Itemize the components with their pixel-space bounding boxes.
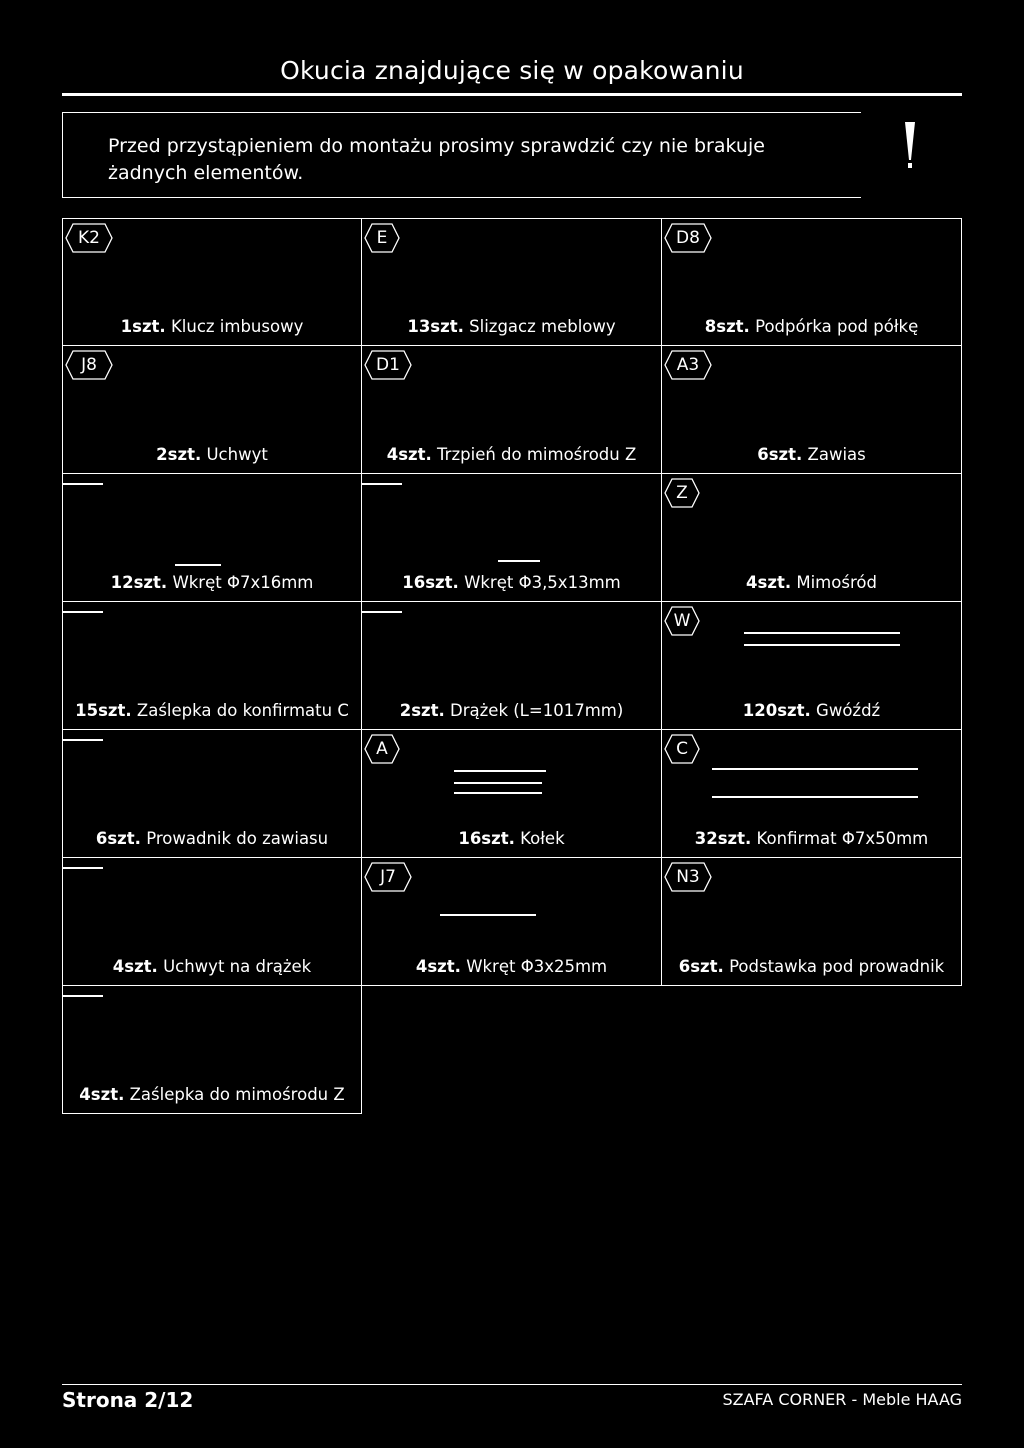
part-name: Zaślepka do konfirmatu C [136, 701, 349, 720]
part-name: Klucz imbusowy [170, 317, 304, 336]
part-cell [362, 730, 662, 858]
part-code: J7 [380, 867, 396, 887]
part-name: Slizgacz meblowy [469, 317, 616, 336]
part-label [662, 957, 961, 976]
part-code: K2 [78, 228, 100, 248]
part-code: W [673, 611, 691, 631]
part-code-badge [364, 350, 412, 380]
part-sketch-line [744, 644, 900, 646]
corner-mark [63, 986, 107, 992]
part-cell [362, 474, 662, 602]
part-sketch-line [498, 560, 540, 562]
part-label [362, 829, 661, 848]
part-cell [662, 858, 962, 986]
part-label [362, 445, 661, 464]
part-quantity: 12szt. [110, 573, 168, 592]
part-quantity: 120szt. [742, 701, 811, 720]
part-name: Uchwyt [206, 445, 268, 464]
part-code: J8 [81, 355, 97, 375]
part-code-badge [65, 223, 113, 253]
footer-divider [62, 1384, 962, 1385]
title-divider [62, 93, 962, 96]
part-cell [662, 730, 962, 858]
part-cell [362, 602, 662, 730]
part-code-badge [664, 606, 700, 636]
corner-mark [63, 858, 107, 864]
part-code: Z [676, 483, 688, 503]
part-cell [362, 858, 662, 986]
part-label [63, 829, 361, 848]
corner-mark [362, 474, 406, 480]
part-quantity: 8szt. [704, 317, 750, 336]
part-quantity: 16szt. [458, 829, 515, 848]
part-quantity: 6szt. [678, 957, 724, 976]
part-cell [662, 346, 962, 474]
part-quantity: 16szt. [402, 573, 459, 592]
part-name: Konfirmat Φ7x50mm [756, 829, 929, 848]
part-quantity: 4szt. [386, 445, 432, 464]
part-name: Wkręt Φ3,5x13mm [464, 573, 621, 592]
part-label [362, 701, 661, 720]
part-name: Wkręt Φ3x25mm [466, 957, 608, 976]
part-sketch-line [712, 768, 918, 770]
part-cell [62, 218, 362, 346]
part-label [63, 573, 361, 592]
part-sketch-line [454, 782, 542, 784]
part-name: Uchwyt na drążek [163, 957, 312, 976]
part-sketch-line [744, 632, 900, 634]
part-code: D8 [676, 228, 700, 248]
part-code: C [676, 739, 688, 759]
product-name: SZAFA CORNER - Meble HAAG [722, 1390, 962, 1409]
part-name: Wkręt Φ7x16mm [172, 573, 314, 592]
corner-mark [362, 602, 406, 608]
part-name: Podstawka pod prowadnik [729, 957, 945, 976]
part-code-badge [664, 223, 712, 253]
part-quantity: 32szt. [694, 829, 752, 848]
part-code: N3 [676, 867, 700, 887]
part-label [362, 573, 661, 592]
corner-mark [63, 602, 107, 608]
part-sketch-line [454, 792, 542, 794]
part-code-badge [364, 223, 400, 253]
part-name: Drążek (L=1017mm) [450, 701, 624, 720]
part-label [63, 701, 361, 720]
part-cell [62, 730, 362, 858]
part-label [63, 317, 361, 336]
part-code: D1 [376, 355, 400, 375]
part-label [63, 1085, 361, 1104]
part-quantity: 4szt. [79, 1085, 125, 1104]
part-name: Trzpień do mimośrodu Z [437, 445, 637, 464]
page-title: Okucia znajdujące się w opakowaniu [280, 56, 744, 85]
part-quantity: 13szt. [407, 317, 464, 336]
part-sketch-line [175, 564, 221, 566]
notice-text: Przed przystąpieniem do montażu prosimy sprawdzić czy nie brakuje żadnych elementów. [108, 135, 765, 184]
part-quantity: 6szt. [95, 829, 141, 848]
part-cell [662, 218, 962, 346]
part-cell [62, 858, 362, 986]
part-cell [62, 474, 362, 602]
part-name: Zaślepka do mimośrodu Z [129, 1085, 345, 1104]
part-code: A [376, 739, 388, 759]
part-quantity: 2szt. [399, 701, 445, 720]
part-name: Kołek [520, 829, 565, 848]
part-quantity: 4szt. [415, 957, 461, 976]
part-cell [62, 986, 362, 1114]
part-code-badge [664, 350, 712, 380]
part-label [63, 445, 361, 464]
part-name: Podpórka pod półkę [755, 317, 919, 336]
part-sketch-line [454, 770, 546, 772]
part-cell [62, 602, 362, 730]
part-cell [662, 602, 962, 730]
part-label [362, 317, 661, 336]
part-name: Zawias [807, 445, 866, 464]
part-cell [662, 474, 962, 602]
part-name: Mimośród [796, 573, 877, 592]
part-cell [362, 346, 662, 474]
part-label [662, 317, 961, 336]
part-code-badge [664, 862, 712, 892]
part-label [362, 957, 661, 976]
part-sketch-line [440, 914, 536, 916]
part-quantity: 2szt. [156, 445, 202, 464]
part-cell [62, 346, 362, 474]
part-code: A3 [676, 355, 700, 375]
part-label [662, 829, 961, 848]
part-quantity: 4szt. [746, 573, 792, 592]
exclamation-icon [902, 122, 918, 170]
part-sketch-line [712, 796, 918, 798]
part-quantity: 15szt. [75, 701, 132, 720]
part-label [63, 957, 361, 976]
corner-mark [63, 474, 107, 480]
part-label [662, 445, 961, 464]
part-label [662, 573, 961, 592]
notice-box [62, 112, 861, 198]
part-quantity: 6szt. [757, 445, 803, 464]
page-number: Strona 2/12 [62, 1388, 194, 1412]
part-quantity: 1szt. [120, 317, 166, 336]
part-label [662, 701, 961, 720]
part-code-badge [664, 734, 700, 764]
part-cell [362, 218, 662, 346]
part-quantity: 4szt. [112, 957, 158, 976]
part-name: Gwóźdź [816, 701, 881, 720]
part-name: Prowadnik do zawiasu [146, 829, 329, 848]
part-code-badge [65, 350, 113, 380]
corner-mark [63, 730, 107, 736]
part-code-badge [364, 734, 400, 764]
part-code-badge [364, 862, 412, 892]
part-code: E [376, 228, 388, 248]
part-code-badge [664, 478, 700, 508]
